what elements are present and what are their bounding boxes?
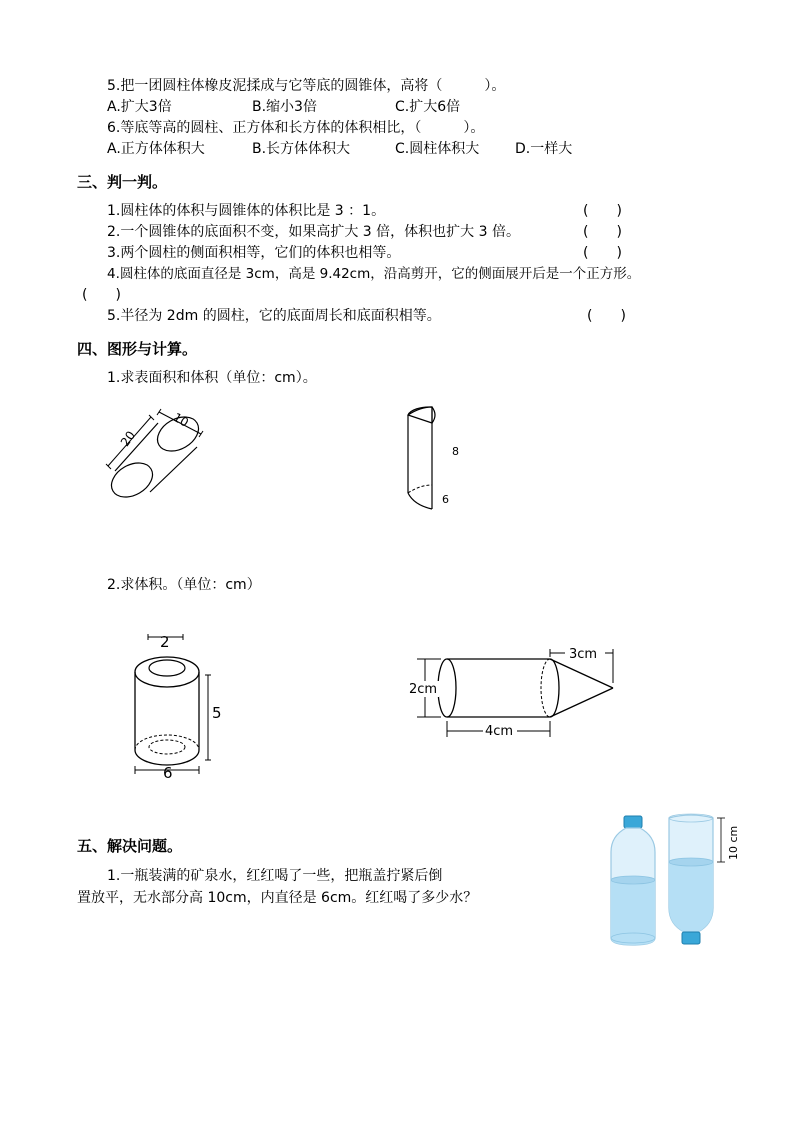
question-4-2: 2.求体积。（单位：cm）	[107, 577, 261, 593]
problem-1-line-1: 1.一瓶装满的矿泉水，红红喝了一些，把瓶盖拧紧后倒	[107, 868, 443, 884]
inner-diameter-label: 2	[160, 633, 170, 651]
half-cylinder-radius-label: 6	[442, 493, 449, 506]
cylinder-diameter-2cm-label: 2cm	[409, 682, 438, 697]
option-5a: A.扩大3倍	[107, 99, 172, 115]
option-5c: C.扩大6倍	[395, 99, 461, 115]
outer-diameter-label: 6	[163, 764, 173, 782]
judge-item-1: 1.圆柱体的体积与圆锥体的体积比是 3 ：1。	[107, 203, 386, 219]
problem-1-line-2: 置放平，无水部分高 10cm，内直径是 6cm。红红喝了多少水？	[77, 890, 478, 906]
empty-part-height-label: 10 cm	[727, 825, 740, 860]
hollow-cylinder-figure	[125, 630, 240, 780]
option-5b: B.缩小3倍	[252, 99, 317, 115]
section-3-heading: 三、判一判。	[77, 173, 168, 191]
question-4-1: 1.求表面积和体积（单位：cm）。	[107, 370, 317, 386]
half-cylinder-height-label: 8	[452, 445, 459, 458]
judge-item-3: 3.两个圆柱的侧面积相等，它们的体积也相等。	[107, 245, 401, 261]
cylinder-cone-figure	[405, 643, 620, 743]
cone-height-label: 3cm	[569, 647, 598, 662]
option-6b: B.长方体体积大	[252, 141, 351, 157]
hollow-height-label: 5	[212, 704, 222, 722]
water-bottles-figure	[605, 812, 755, 952]
option-6a: A.正方体体积大	[107, 141, 205, 157]
cylinder-length-4cm-label: 4cm	[485, 724, 514, 739]
section-4-heading: 四、图形与计算。	[77, 340, 198, 358]
judge-item-4: 4.圆柱体的底面直径是 3cm，高是 9.42cm，沿高剪开，它的侧面展开后是一个正方形。	[107, 266, 641, 282]
cylinder-diameter-label: 10	[170, 410, 192, 430]
judge-blank-2[interactable]: ( )	[583, 224, 622, 240]
judge-blank-3[interactable]: ( )	[583, 245, 622, 261]
judge-item-5: 5.半径为 2dm 的圆柱，它的底面周长和底面积相等。	[107, 308, 441, 324]
half-cylinder-figure	[400, 405, 470, 515]
judge-item-2: 2.一个圆锥体的底面积不变，如果高扩大 3 倍，体积也扩大 3 倍。	[107, 224, 520, 240]
cylinder-length-label: 20	[117, 428, 139, 449]
option-6d: D.一样大	[515, 141, 573, 157]
question-5: 5.把一团圆柱体橡皮泥揉成与它等底的圆锥体，高将（ ）。	[107, 78, 506, 94]
judge-blank-5[interactable]: ( )	[587, 308, 626, 324]
tilted-cylinder-figure	[95, 390, 215, 510]
question-6: 6.等底等高的圆柱、正方体和长方体的体积相比，（ ）。	[107, 120, 485, 136]
judge-blank-4[interactable]: ( )	[82, 287, 121, 303]
option-6c: C.圆柱体积大	[395, 141, 480, 157]
section-5-heading: 五、解决问题。	[77, 837, 183, 855]
judge-blank-1[interactable]: ( )	[583, 203, 622, 219]
